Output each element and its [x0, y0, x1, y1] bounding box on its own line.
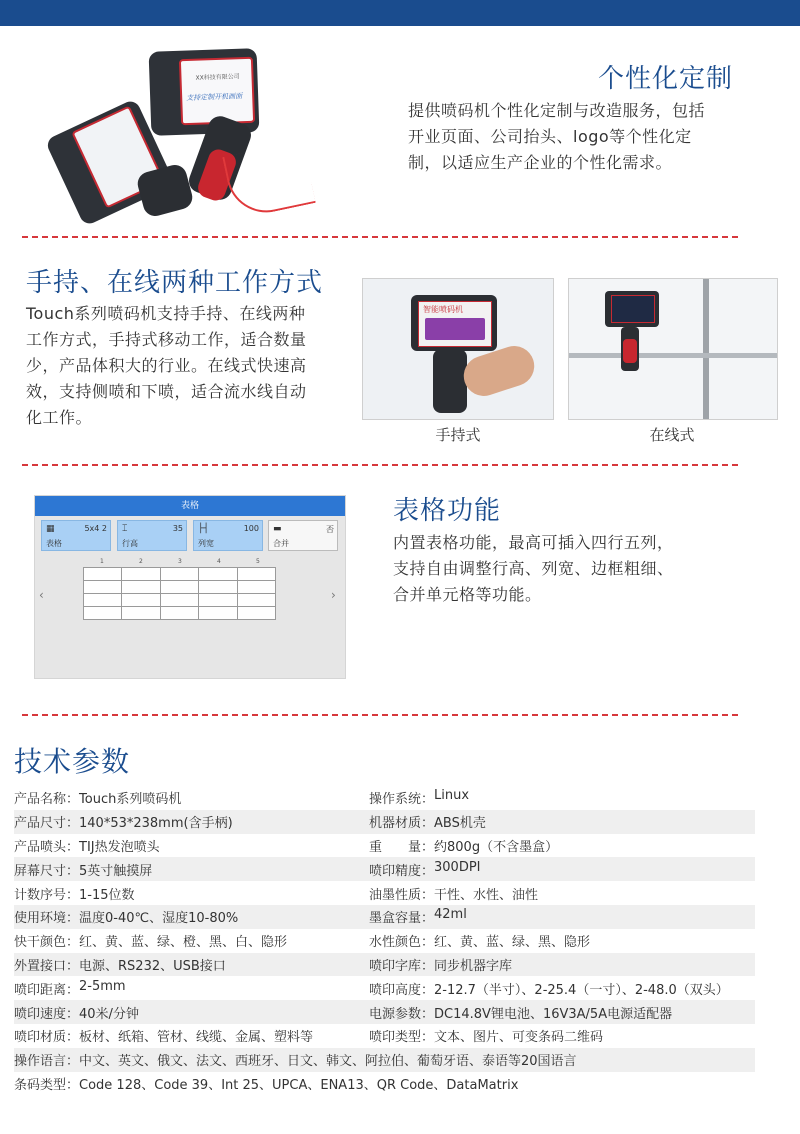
spec-cell — [14, 1003, 369, 1022]
spec-key: 条码类型： — [14, 1077, 80, 1093]
column-width-button[interactable]: ├┤ 100 列宽 — [193, 520, 263, 551]
customization-description: 提供喷码机个性化定制与改造服务，包括 开业页面、公司抬头、logo等个性化定 制，以适应生产企业的个性化需求。 — [408, 101, 706, 172]
table-icon: ▦ — [46, 524, 55, 534]
screen-custom-text: 支持定制开机画面 — [186, 92, 243, 103]
spec-cell — [14, 1026, 369, 1045]
spec-key: 喷印高度： — [369, 982, 435, 998]
spec-key: 使用环境： — [14, 911, 80, 927]
spec-row — [14, 1000, 755, 1024]
top-banner — [0, 0, 800, 26]
spec-row — [14, 857, 755, 881]
spec-key: 电源参数： — [369, 1006, 435, 1022]
column-width-icon: ├┤ — [198, 524, 209, 534]
spec-value: 1-15位数 — [79, 887, 135, 903]
spec-value: 2-5mm — [79, 978, 126, 994]
spec-value: 中文、英文、俄文、法文、西班牙、日文、韩文、阿拉伯、葡萄牙语、泰语等20国语言 — [79, 1054, 577, 1070]
spec-value: 同步机器字库 — [434, 958, 513, 974]
spec-value: 红、黄、蓝、绿、橙、黑、白、隐形 — [79, 935, 288, 951]
spec-cell — [14, 907, 369, 926]
spec-cell — [14, 860, 369, 879]
printer-screen — [179, 57, 255, 126]
spec-value: 干性、水性、油性 — [434, 887, 539, 903]
spec-value: 5英寸触摸屏 — [79, 863, 153, 879]
spec-row — [14, 834, 755, 858]
spec-key: 操作语言： — [14, 1054, 80, 1070]
caption-handheld: 手持式 — [435, 426, 481, 444]
spec-cell — [369, 812, 755, 831]
spec-key: 机器材质： — [369, 816, 435, 832]
table-size-button[interactable]: ▦ 5x4 2 表格 — [41, 520, 111, 551]
spec-row — [14, 810, 755, 834]
spec-key: 墨盒容量： — [369, 911, 435, 927]
spec-key: 产品名称： — [14, 792, 80, 808]
spec-value: Code 128、Code 39、Int 25、UPCA、ENA13、QR Code、DataMatrix — [79, 1077, 519, 1093]
spec-cell — [369, 884, 755, 903]
table-preview-grid[interactable] — [83, 567, 276, 620]
spec-cell — [14, 931, 369, 950]
spec-value: 红、黄、蓝、绿、黑、隐形 — [434, 935, 591, 951]
spec-row — [14, 953, 755, 977]
table-settings-screen: 表格 ▦ 5x4 2 表格 ⌶ 35 行高 ├┤ 100 列宽 ▬ 否 合并 1 2 3 4 5 ‹ › — [34, 495, 346, 679]
spec-key: 喷印字库： — [369, 958, 435, 974]
merge-button[interactable]: ▬ 否 合并 — [268, 520, 338, 551]
spec-key: 计数序号： — [14, 887, 80, 903]
photo-screen-title: 智能喷码机 — [423, 305, 463, 314]
spec-key: 喷印距离： — [14, 982, 80, 998]
table-description: 内置表格功能，最高可插入四行五列， 支持自由调整行高、列宽、边框粗细、 合并单元格等功能。 — [393, 533, 674, 604]
spec-cell — [369, 979, 755, 998]
spec-cell — [369, 955, 755, 974]
spec-cell — [369, 836, 755, 855]
section-title-specs: 技术参数 — [14, 745, 131, 778]
spec-cell — [369, 1026, 755, 1045]
spec-cell — [369, 931, 755, 950]
spec-key: 喷印类型： — [369, 1030, 435, 1046]
spec-value: 2-12.7（半寸）、2-25.4（一寸）、2-48.0（双头） — [434, 982, 729, 998]
spec-value: 300DPI — [434, 859, 481, 875]
spec-cell — [369, 1003, 755, 1022]
spec-row — [14, 929, 755, 953]
spec-key: 外置接口： — [14, 958, 80, 974]
section-title-table: 表格功能 — [393, 496, 502, 526]
spec-key: 产品喷头： — [14, 839, 80, 855]
spec-cell — [369, 907, 755, 926]
merge-icon: ▬ — [273, 524, 282, 534]
spec-row — [14, 905, 755, 929]
inline-photo — [568, 278, 778, 420]
section-divider — [22, 464, 738, 466]
spec-value: ABS机壳 — [434, 816, 486, 832]
spec-key: 喷印精度： — [369, 863, 435, 879]
caption-inline: 在线式 — [649, 426, 695, 444]
spec-value: 板材、纸箱、管材、线缆、金属、塑料等 — [79, 1030, 314, 1046]
row-height-button[interactable]: ⌶ 35 行高 — [117, 520, 187, 551]
spec-row — [14, 786, 755, 810]
work-modes-description: Touch系列喷码机支持手持、在线两种 工作方式，手持式移动工作，适合数量 少，产品体积大的行业。在线式快速高 效，支持侧喷和下喷，适合流水线自动 化工作。 — [26, 304, 307, 427]
table-screen-title: 表格 — [35, 496, 345, 516]
section-divider — [22, 236, 738, 238]
screen-company-text: XX科技有限公司 — [195, 73, 240, 82]
spec-row — [14, 1072, 755, 1096]
spec-key: 喷印速度： — [14, 1006, 80, 1022]
spec-value: 140*53*238mm(含手柄) — [79, 816, 233, 832]
spec-value: 电源、RS232、USB接口 — [79, 958, 226, 974]
spec-value: Linux — [434, 788, 470, 804]
spec-key: 操作系统： — [369, 792, 435, 808]
spec-cell — [14, 812, 369, 831]
row-height-icon: ⌶ — [122, 524, 128, 534]
spec-key: 重 量： — [369, 839, 435, 855]
spec-cell — [14, 1074, 755, 1093]
spec-value: Touch系列喷码机 — [79, 792, 182, 808]
spec-key: 油墨性质： — [369, 887, 435, 903]
spec-cell — [14, 788, 369, 807]
spec-value: 温度0-40℃、湿度10-80% — [79, 911, 239, 927]
spec-value: 40米/分钟 — [79, 1006, 139, 1022]
spec-value: DC14.8V锂电池、16V3A/5A电源适配器 — [434, 1006, 673, 1022]
spec-row — [14, 1048, 755, 1072]
spec-value: 42ml — [434, 907, 467, 923]
spec-value: 约800g（不含墨盒） — [434, 839, 559, 855]
chevron-left-icon[interactable]: ‹ — [39, 588, 44, 602]
spec-key: 屏幕尺寸： — [14, 863, 80, 879]
section-divider — [22, 714, 738, 716]
spec-cell — [14, 1050, 755, 1069]
section-title-work-modes: 手持、在线两种工作方式 — [26, 268, 324, 298]
spec-key: 水性颜色： — [369, 935, 435, 951]
spec-value: TIJ热发泡喷头 — [79, 839, 160, 855]
spec-cell — [14, 955, 369, 974]
spec-cell — [14, 884, 369, 903]
specs-table — [14, 786, 755, 1095]
spec-key: 快干颜色： — [14, 935, 80, 951]
spec-row — [14, 976, 755, 1000]
section-title-customization: 个性化定制 — [598, 64, 734, 94]
spec-row — [14, 1024, 755, 1048]
spec-key: 喷印材质： — [14, 1030, 80, 1046]
spec-value: 文本、图片、可变条码二维码 — [434, 1030, 604, 1046]
spec-cell — [369, 788, 755, 807]
spec-cell — [14, 979, 369, 998]
chevron-right-icon[interactable]: › — [331, 588, 336, 602]
spec-cell — [369, 860, 755, 879]
handheld-photo — [362, 278, 554, 420]
spec-key: 产品尺寸： — [14, 816, 80, 832]
spec-row — [14, 881, 755, 905]
spec-cell — [14, 836, 369, 855]
